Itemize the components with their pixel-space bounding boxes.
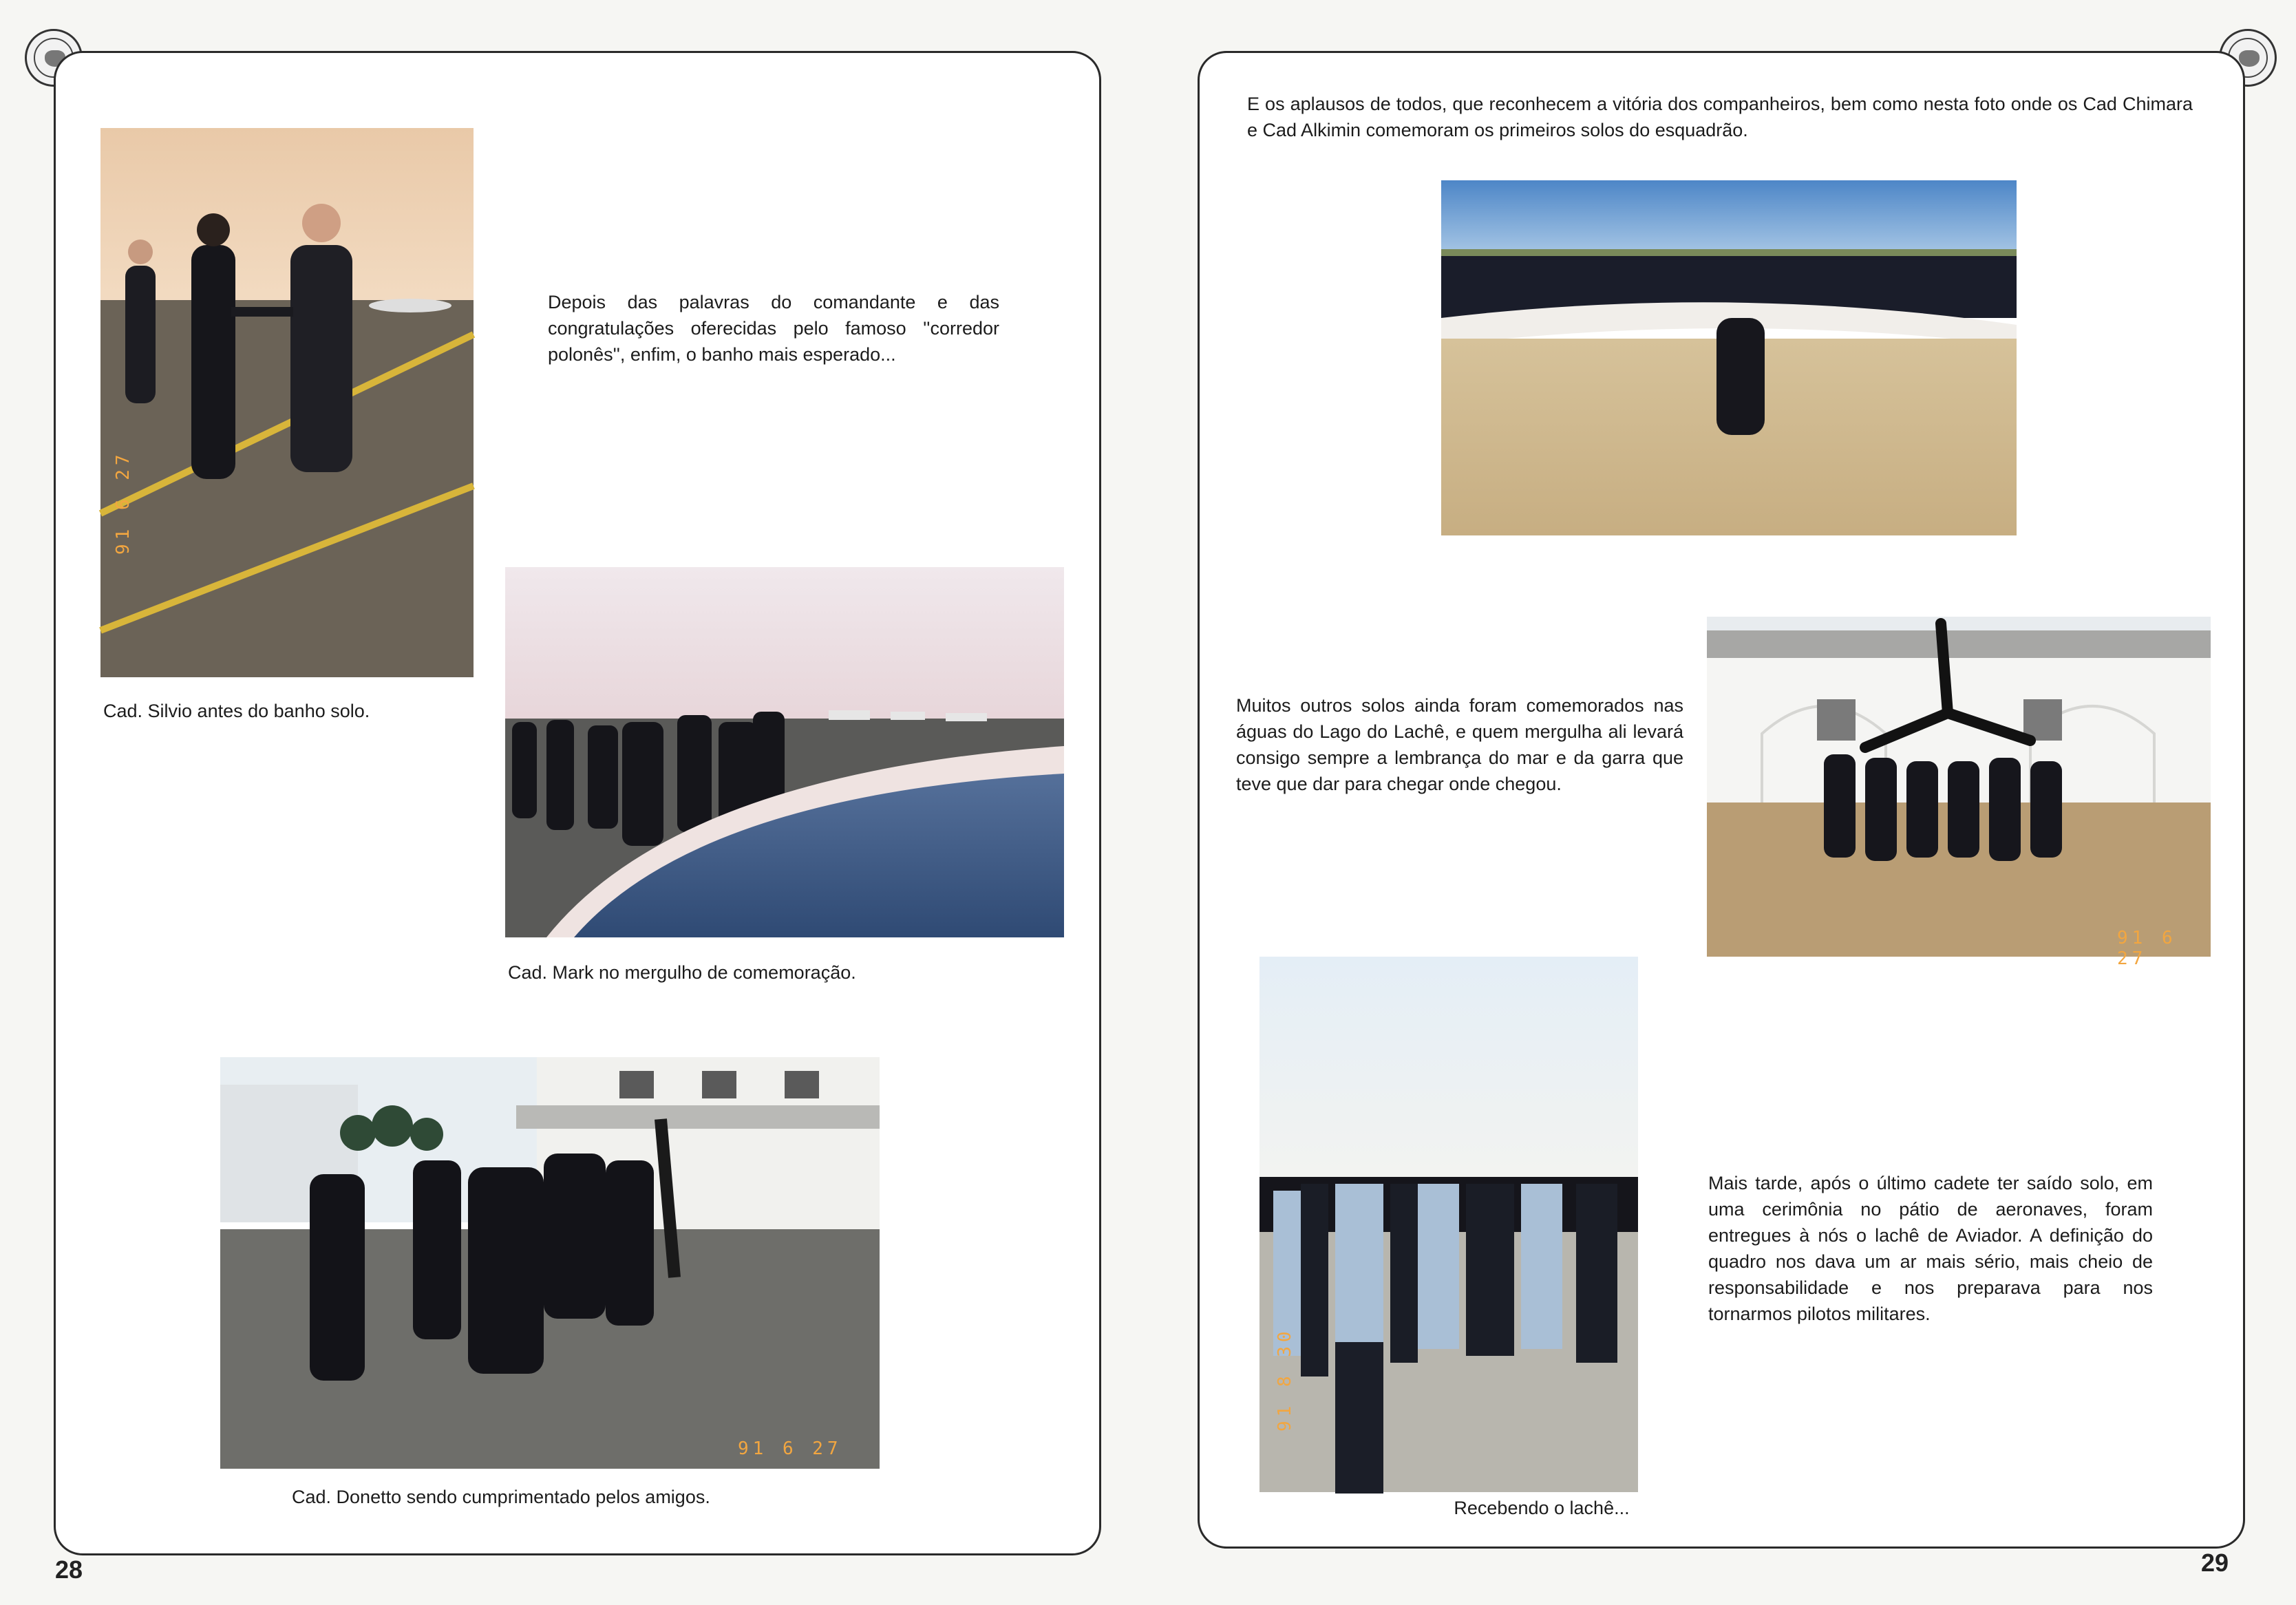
top-paragraph: E os aplausos de todos, que reconhecem a vitória dos companheiros, bem como nesta foto onde os Cad Chimara e Cad Alkimin comemoram os primeiros solos do esquadrão. <box>1247 94 2193 140</box>
photo-donetto <box>220 1057 880 1469</box>
caption-silvio: Cad. Silvio antes do banho solo. <box>103 701 370 721</box>
caption-mark: Cad. Mark no mergulho de comemoração. <box>508 962 856 983</box>
photo-mark <box>505 567 1064 937</box>
photo-pool-crowd <box>1441 180 2017 535</box>
photo-lache-ceremony <box>1259 957 1638 1492</box>
photo-date-stamp: 91 6 27 <box>113 450 134 555</box>
photo-date-stamp: 91 6 27 <box>2117 928 2177 969</box>
page-number: 29 <box>2201 1549 2229 1577</box>
caption-lache: Recebendo o lachê... <box>1454 1498 1630 1518</box>
photo-date-stamp: 91 8 30 <box>1275 1327 1295 1432</box>
page-number: 28 <box>55 1555 83 1584</box>
photo-date-stamp: 91 6 27 <box>738 1438 842 1459</box>
intro-paragraph: Depois das palavras do comandante e das congratulações oferecidas pelo famoso ''corredor polonês'', enfim, o banho mais esperado... <box>548 292 999 365</box>
caption-donetto: Cad. Donetto sendo cumprimentado pelos amigos. <box>292 1487 710 1507</box>
middle-paragraph: Muitos outros solos ainda foram comemorados nas águas do Lago do Lachê, e quem mergulha ali levará consigo sempre a lembrança do mar e da garra que teve que dar para chegar onde chegou. <box>1236 695 1683 794</box>
photo-propeller-group <box>1707 617 2211 969</box>
photo-silvio <box>100 128 474 677</box>
bottom-paragraph: Mais tarde, após o último cadete ter saído solo, em uma cerimônia no pátio de aeronaves, foram entregues à nós o lachê de Aviador. A definição do quadro nos dava um ar mais sério, mais cheio de responsabilidade e nos preparava para nos tornarmos pilotos militares. <box>1708 1173 2153 1324</box>
